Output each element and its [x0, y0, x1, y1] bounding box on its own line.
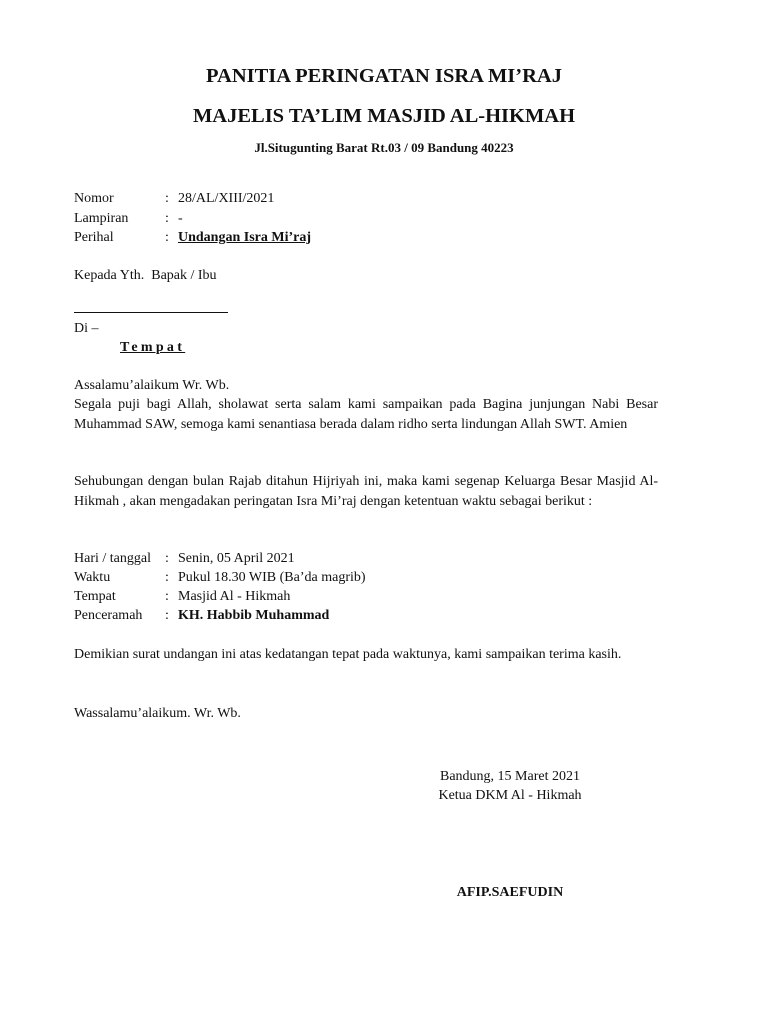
- nomor-label: Nomor: [74, 191, 114, 206]
- event-place-label: Tempat: [74, 589, 116, 604]
- closing-paragraph: Demikian surat undangan ini atas kedatangan tepat pada waktunya, kami sampaikan terima kasih.: [74, 647, 622, 662]
- signature-name: AFIP.SAEFUDIN: [456, 885, 564, 900]
- event-time-label: Waktu: [74, 570, 111, 585]
- event-date-value: Senin, 05 April 2021: [178, 551, 295, 566]
- perihal-label: Perihal: [74, 230, 114, 245]
- lampiran-colon: :: [165, 211, 169, 226]
- lampiran-value: -: [178, 211, 183, 226]
- perihal-colon: :: [165, 230, 169, 245]
- event-place-colon: :: [165, 589, 169, 604]
- letter-title-line2: MAJELIS TA’LIM MASJID AL-HIKMAH: [192, 105, 576, 127]
- event-speaker-value: KH. Habbib Muhammad: [178, 608, 330, 623]
- event-date-label: Hari / tanggal: [74, 551, 151, 566]
- recipient-blank-line: [74, 312, 228, 313]
- event-place-value: Masjid Al - Hikmah: [178, 589, 291, 604]
- recipient-tempat: Tempat: [120, 340, 186, 355]
- lampiran-label: Lampiran: [74, 211, 129, 226]
- signature-position: Ketua DKM Al - Hikmah: [438, 788, 582, 803]
- recipient-di: Di –: [74, 321, 99, 336]
- event-date-colon: :: [165, 551, 169, 566]
- nomor-value: 28/AL/XIII/2021: [178, 191, 275, 206]
- event-speaker-colon: :: [165, 608, 169, 623]
- event-speaker-label: Penceramah: [74, 608, 143, 623]
- nomor-colon: :: [165, 191, 169, 206]
- closing-greeting: Wassalamu’alaikum. Wr. Wb.: [74, 706, 241, 721]
- announcement-paragraph: Sehubungan dengan bulan Rajab ditahun Hijriyah ini, maka kami segenap Keluarga Besar Masjid Al-Hikmah , akan mengadakan peringatan Isra Mi’raj dengan ketentuan waktu sebagai berikut :: [74, 474, 658, 509]
- greeting: Assalamu’alaikum Wr. Wb.: [74, 378, 230, 393]
- letter-address: Jl.Situgunting Barat Rt.03 / 09 Bandung 40223: [254, 140, 514, 155]
- signature-place-date: Bandung, 15 Maret 2021: [440, 769, 580, 784]
- opening-paragraph: Segala puji bagi Allah, sholawat serta salam kami sampaikan pada Bagina junjungan Nabi Besar Muhammad SAW, semoga kami senantiasa berada dalam ridho serta lindungan Allah SWT. Amien: [74, 397, 658, 432]
- letter-title-line1: PANITIA PERINGATAN ISRA MI’RAJ: [206, 65, 562, 87]
- perihal-value: Undangan Isra Mi’raj: [178, 230, 312, 245]
- recipient-kepada: Kepada Yth. Bapak / Ibu: [74, 268, 217, 283]
- event-time-colon: :: [165, 570, 169, 585]
- event-time-value: Pukul 18.30 WIB (Ba’da magrib): [178, 570, 366, 585]
